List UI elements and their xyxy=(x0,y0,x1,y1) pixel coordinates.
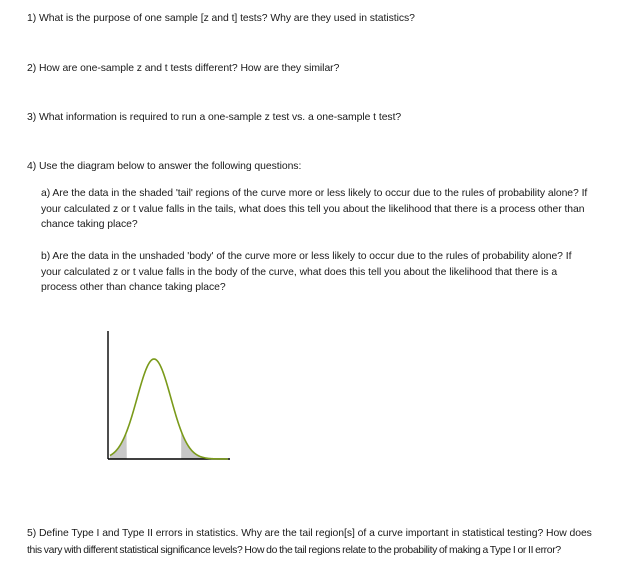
question-3: 3) What information is required to run a one-sample z test vs. a one-sample t test? xyxy=(27,112,402,123)
question-2: 2) How are one-sample z and t tests different? How are they similar? xyxy=(27,63,340,74)
question-4b: b) Are the data in the unshaded 'body' of the curve more or less likely to occur due to the rules of probability alone? If your calculated z or t value falls in the body of the curve, what does this tell you about the likelihood that there is a process other than chance taking place? xyxy=(41,251,572,293)
bell-curve xyxy=(110,359,228,459)
question-4: 4) Use the diagram below to answer the following questions: xyxy=(27,161,302,172)
question-4a: a) Are the data in the shaded 'tail' regions of the curve more or less likely to occur due to the rules of probability alone? If your calculated z or t value falls in the tails, what does this tell you about the likelihood that there is a process other than chance taking place? xyxy=(41,188,588,230)
question-1: 1) What is the purpose of one sample [z and t] tests? Why are they used in statistics? xyxy=(27,13,415,24)
normal-curve-diagram xyxy=(96,325,236,465)
question-5 xyxy=(27,525,612,559)
question-5-line-2: this vary with different statistical significance levels? How do the tail regions relate to the probability of making a Type I or II error? xyxy=(27,545,561,556)
question-5-line-1: 5) Define Type I and Type II errors in statistics. Why are the tail region[s] of a curve important in statistical testing? How does xyxy=(27,528,592,539)
